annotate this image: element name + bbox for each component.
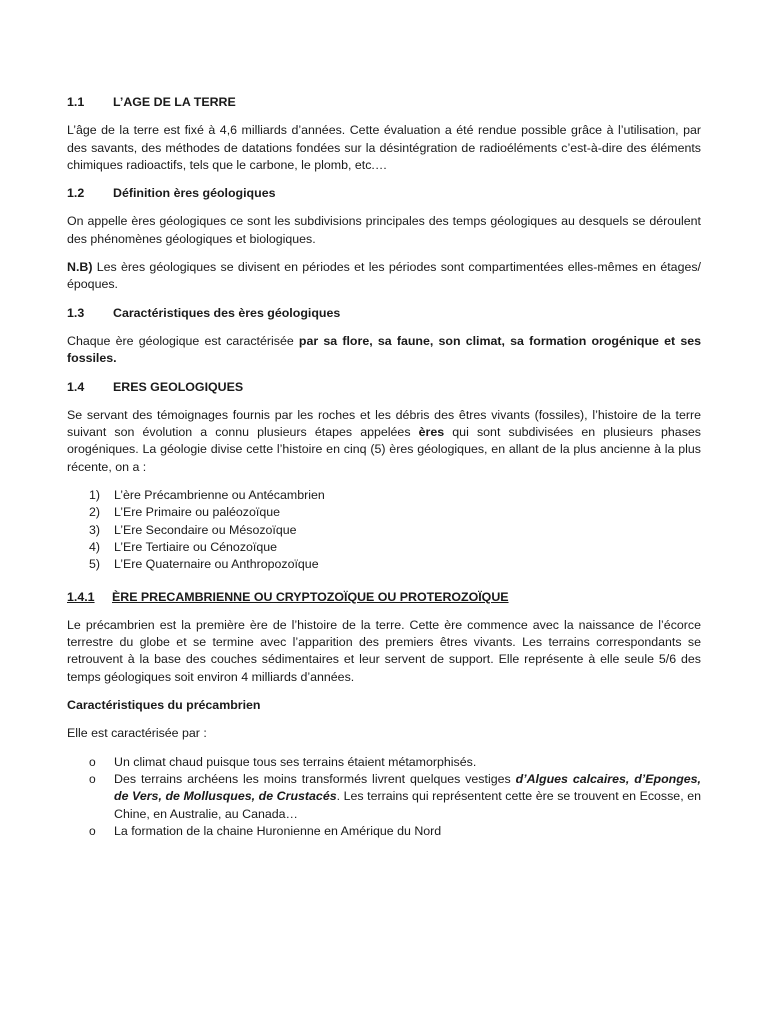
text-bold-italic: d’Algues calcaires, d’Eponges, de Vers, de Mollusques, de Crustacés [114, 771, 701, 804]
subheading-caracteristiques-precambrien: Caractéristiques du précambrien [67, 698, 261, 713]
paragraph-precambrien: Le précambrien est la première ère de l’histoire de la terre. Cette ère commence avec la naissance de l’écorce terrestre du globe et se termine avec l’apparition des premiers êtres vivants. Les terrains correspondants se retrouvent à la base des couches sédimentaires et leur servent de support. Elle représente à elle seule 5/6 des temps géologiques soit environ 4 milliards d’années. [67, 617, 701, 684]
text-part-b: . Les terrains qui représentent cette ère se trouvent en Ecosse, en Chine, en Australie, au Canada… [114, 789, 701, 821]
section-heading-1-4 [67, 379, 701, 396]
list-number: 3) [89, 522, 101, 537]
paragraph-age-terre: L’âge de la terre est fixé à 4,6 milliards d’années. Cette évaluation a été rendue possible grâce à l’utilisation, par des savants, des méthodes de datations fondées sur la désintégration de radioéléments c’est-à-dire des éléments chimiques radioactifs, tels que le carbone, le plomb, etc.… [67, 123, 701, 172]
nb-text: Les ères géologiques se divisent en périodes et les périodes sont compartimentées elles-mêmes en étages/époques. [67, 260, 701, 292]
section-title: L’AGE DE LA TERRE [113, 95, 236, 109]
traits-list [67, 754, 701, 840]
text-part-b: qui sont subdivisées en plusieurs phases orogéniques. La géologie divise cette l’histoire en cinq (5) ères géologiques, en allant de la plus ancienne à la plus récente, on a : [67, 425, 701, 474]
section-number: 1.2 [67, 186, 85, 201]
text-bold: par sa flore, sa faune, son climat, sa formation orogénique et ses fossiles. [67, 333, 701, 366]
bullet-circle-icon: o [89, 754, 96, 769]
list-label: L’Ere Tertiaire ou Cénozoïque [114, 539, 278, 554]
list-text: La formation de la chaine Huronienne en Amérique du Nord [114, 823, 442, 838]
list-item [89, 754, 701, 771]
section-title: ÈRE PRECAMBRIENNE OU CRYPTOZOÏQUE OU PROTEROZOÏQUE [112, 589, 509, 604]
section-title: Définition ères géologiques [113, 186, 276, 201]
paragraph-definition: On appelle ères géologiques ce sont les subdivisions principales des temps géologiques au desquels se déroulent des phénomènes géologiques et biologiques. [67, 214, 701, 246]
list-item [89, 556, 701, 573]
list-number: 1) [89, 488, 101, 503]
section-heading-1-4-1 [67, 589, 701, 606]
section-number: 1.1 [67, 95, 85, 109]
bullet-circle-icon: o [89, 823, 96, 838]
section-heading-1-2 [67, 185, 701, 202]
list-number: 4) [89, 539, 101, 554]
section-number: 1.3 [67, 305, 85, 320]
list-item [89, 504, 701, 521]
list-label: L’ère Précambrienne ou Antécambrien [114, 488, 325, 503]
paragraph-intro: Elle est caractérisée par : [67, 726, 207, 741]
list-number: 5) [89, 557, 101, 572]
list-number: 2) [89, 505, 101, 520]
list-item [89, 539, 701, 556]
section-title: Caractéristiques des ères géologiques [113, 305, 341, 320]
list-item [89, 823, 701, 840]
list-label: L’Ere Quaternaire ou Anthropozoïque [114, 557, 319, 572]
list-label: L’Ere Secondaire ou Mésozoïque [114, 522, 297, 537]
text-bold-eres: ères [418, 425, 445, 440]
section-number: 1.4.1 [67, 589, 95, 604]
list-item [89, 522, 701, 539]
list-item [89, 487, 701, 504]
bullet-circle-icon: o [89, 771, 96, 786]
eras-list [67, 487, 701, 573]
document-page [67, 94, 701, 840]
list-text: Un climat chaud puisque tous ses terrains étaient métamorphisés. [114, 754, 477, 769]
paragraph-nb [67, 259, 701, 294]
text-part-a: Se servant des témoignages fournis par les roches et les débris des êtres vivants (fossiles), l’histoire de la terre suivant son évolution a connu plusieurs étapes appelées [67, 407, 701, 440]
paragraph-caracteristiques [67, 333, 701, 368]
nb-label: N.B) [67, 260, 93, 275]
section-heading-1-1 [67, 94, 701, 111]
section-number: 1.4 [67, 379, 85, 394]
section-title: ERES GEOLOGIQUES [113, 379, 244, 394]
text-part-a: Des terrains archéens les moins transformés livrent quelques vestiges [114, 771, 516, 786]
section-heading-1-3 [67, 305, 701, 322]
text-lead: Chaque ère géologique est caractérisée [67, 333, 299, 348]
list-text [114, 771, 701, 823]
paragraph-eres [67, 407, 701, 476]
list-label: L’Ere Primaire ou paléozoïque [114, 505, 280, 520]
list-item [89, 771, 701, 823]
